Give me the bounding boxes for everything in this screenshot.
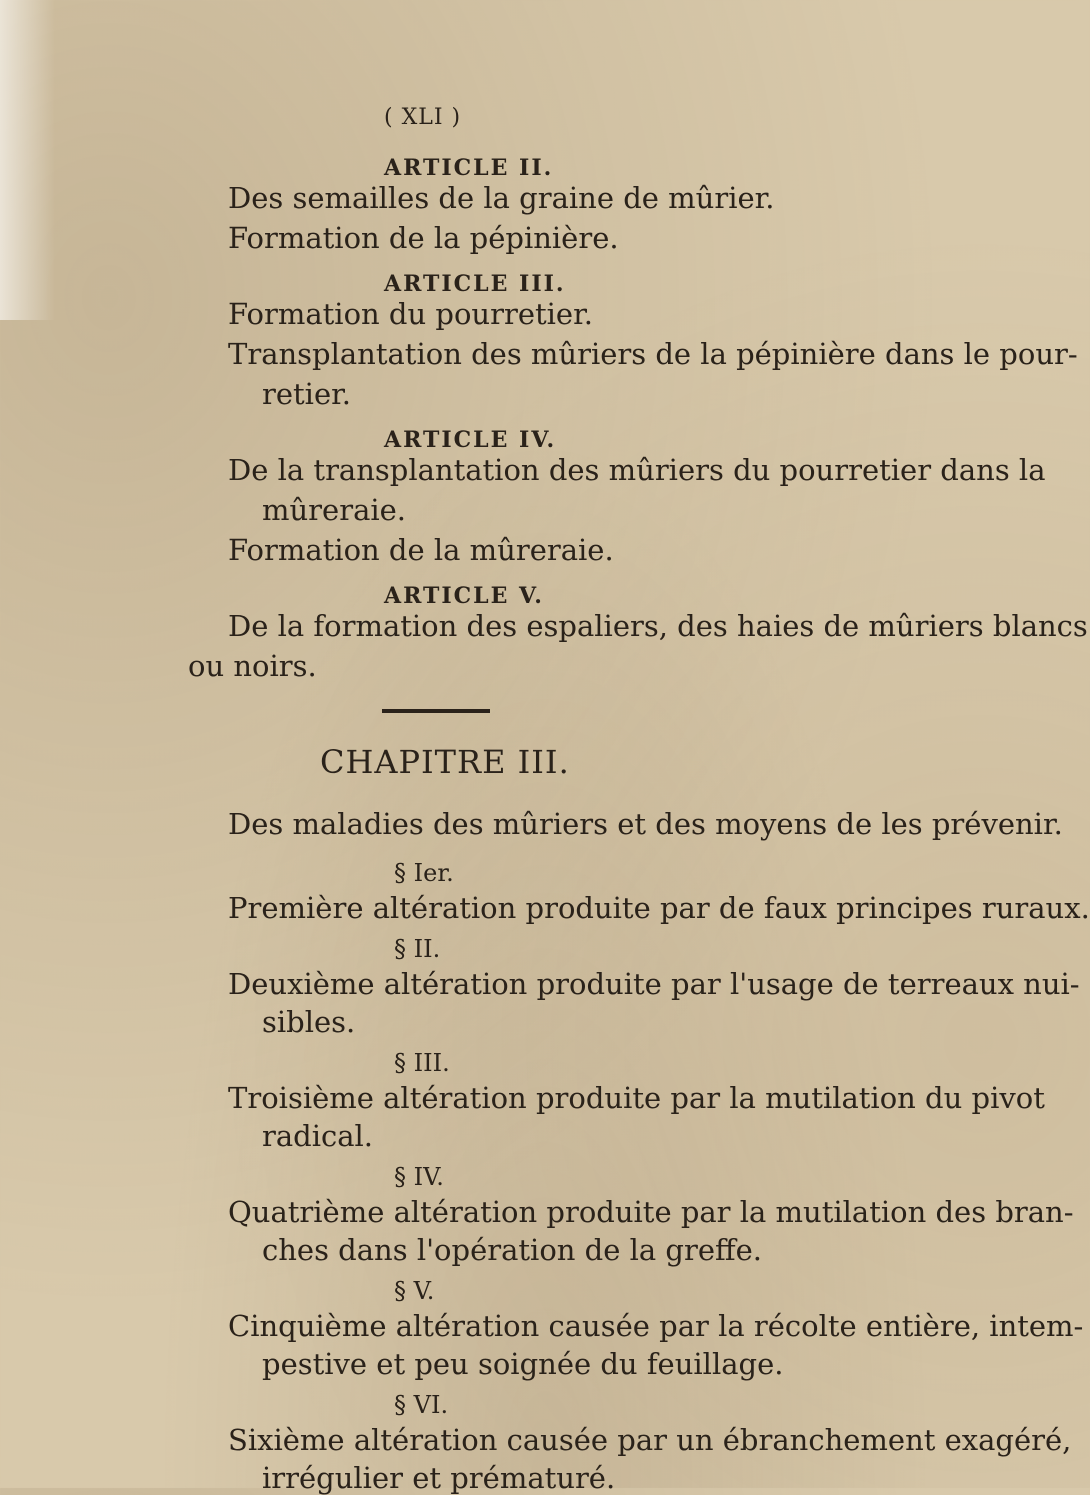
section-line: Deuxième altération produite par l'usage de terreaux nui-	[228, 967, 1080, 1001]
article-line: De la transplantation des mûriers du pourretier dans la	[228, 453, 1046, 487]
section-line: sibles.	[262, 1005, 356, 1039]
section-line: ches dans l'opération de la greffe.	[262, 1233, 762, 1267]
section-mark: § Ier.	[394, 859, 454, 887]
article-line: retier.	[262, 377, 352, 411]
article-line: mûreraie.	[262, 493, 407, 527]
article-line: ou noirs.	[188, 649, 317, 683]
article-heading: ARTICLE II.	[384, 155, 554, 181]
section-mark: § II.	[394, 935, 441, 963]
folio: ( XLI )	[384, 105, 462, 130]
article-line: Des semailles de la graine de mûrier.	[228, 181, 775, 215]
divider-rule	[382, 709, 490, 713]
article-line: Transplantation des mûriers de la pépinière dans le pour-	[228, 337, 1078, 371]
section-mark: § V.	[394, 1277, 435, 1305]
section-line: Cinquième altération causée par la récolte entière, intem-	[228, 1309, 1084, 1343]
section-line: pestive et peu soignée du feuillage.	[262, 1347, 784, 1381]
section-line: radical.	[262, 1119, 374, 1153]
article-line: Formation de la pépinière.	[228, 221, 619, 255]
chapter-title: CHAPITRE III.	[320, 743, 570, 781]
section-mark: § IV.	[394, 1163, 444, 1191]
section-line: Quatrième altération produite par la mutilation des bran-	[228, 1195, 1074, 1229]
page-edge-shadow	[0, 0, 55, 320]
article-heading: ARTICLE V.	[384, 583, 544, 609]
article-line: De la formation des espaliers, des haies de mûriers blancs	[228, 609, 1088, 643]
section-mark: § III.	[394, 1049, 450, 1077]
section-line: Sixième altération causée par un ébranchement exagéré,	[228, 1423, 1072, 1457]
chapter-subtitle: Des maladies des mûriers et des moyens de les prévenir.	[228, 807, 1063, 841]
section-line: Troisième altération produite par la mutilation du pivot	[228, 1081, 1045, 1115]
article-line: Formation du pourretier.	[228, 297, 593, 331]
article-heading: ARTICLE III.	[384, 271, 566, 297]
article-line: Formation de la mûreraie.	[228, 533, 614, 567]
section-mark: § VI.	[394, 1391, 449, 1419]
section-line: irrégulier et prématuré.	[262, 1461, 616, 1495]
article-heading: ARTICLE IV.	[384, 427, 557, 453]
section-line: Première altération produite par de faux principes ruraux.	[228, 891, 1090, 925]
